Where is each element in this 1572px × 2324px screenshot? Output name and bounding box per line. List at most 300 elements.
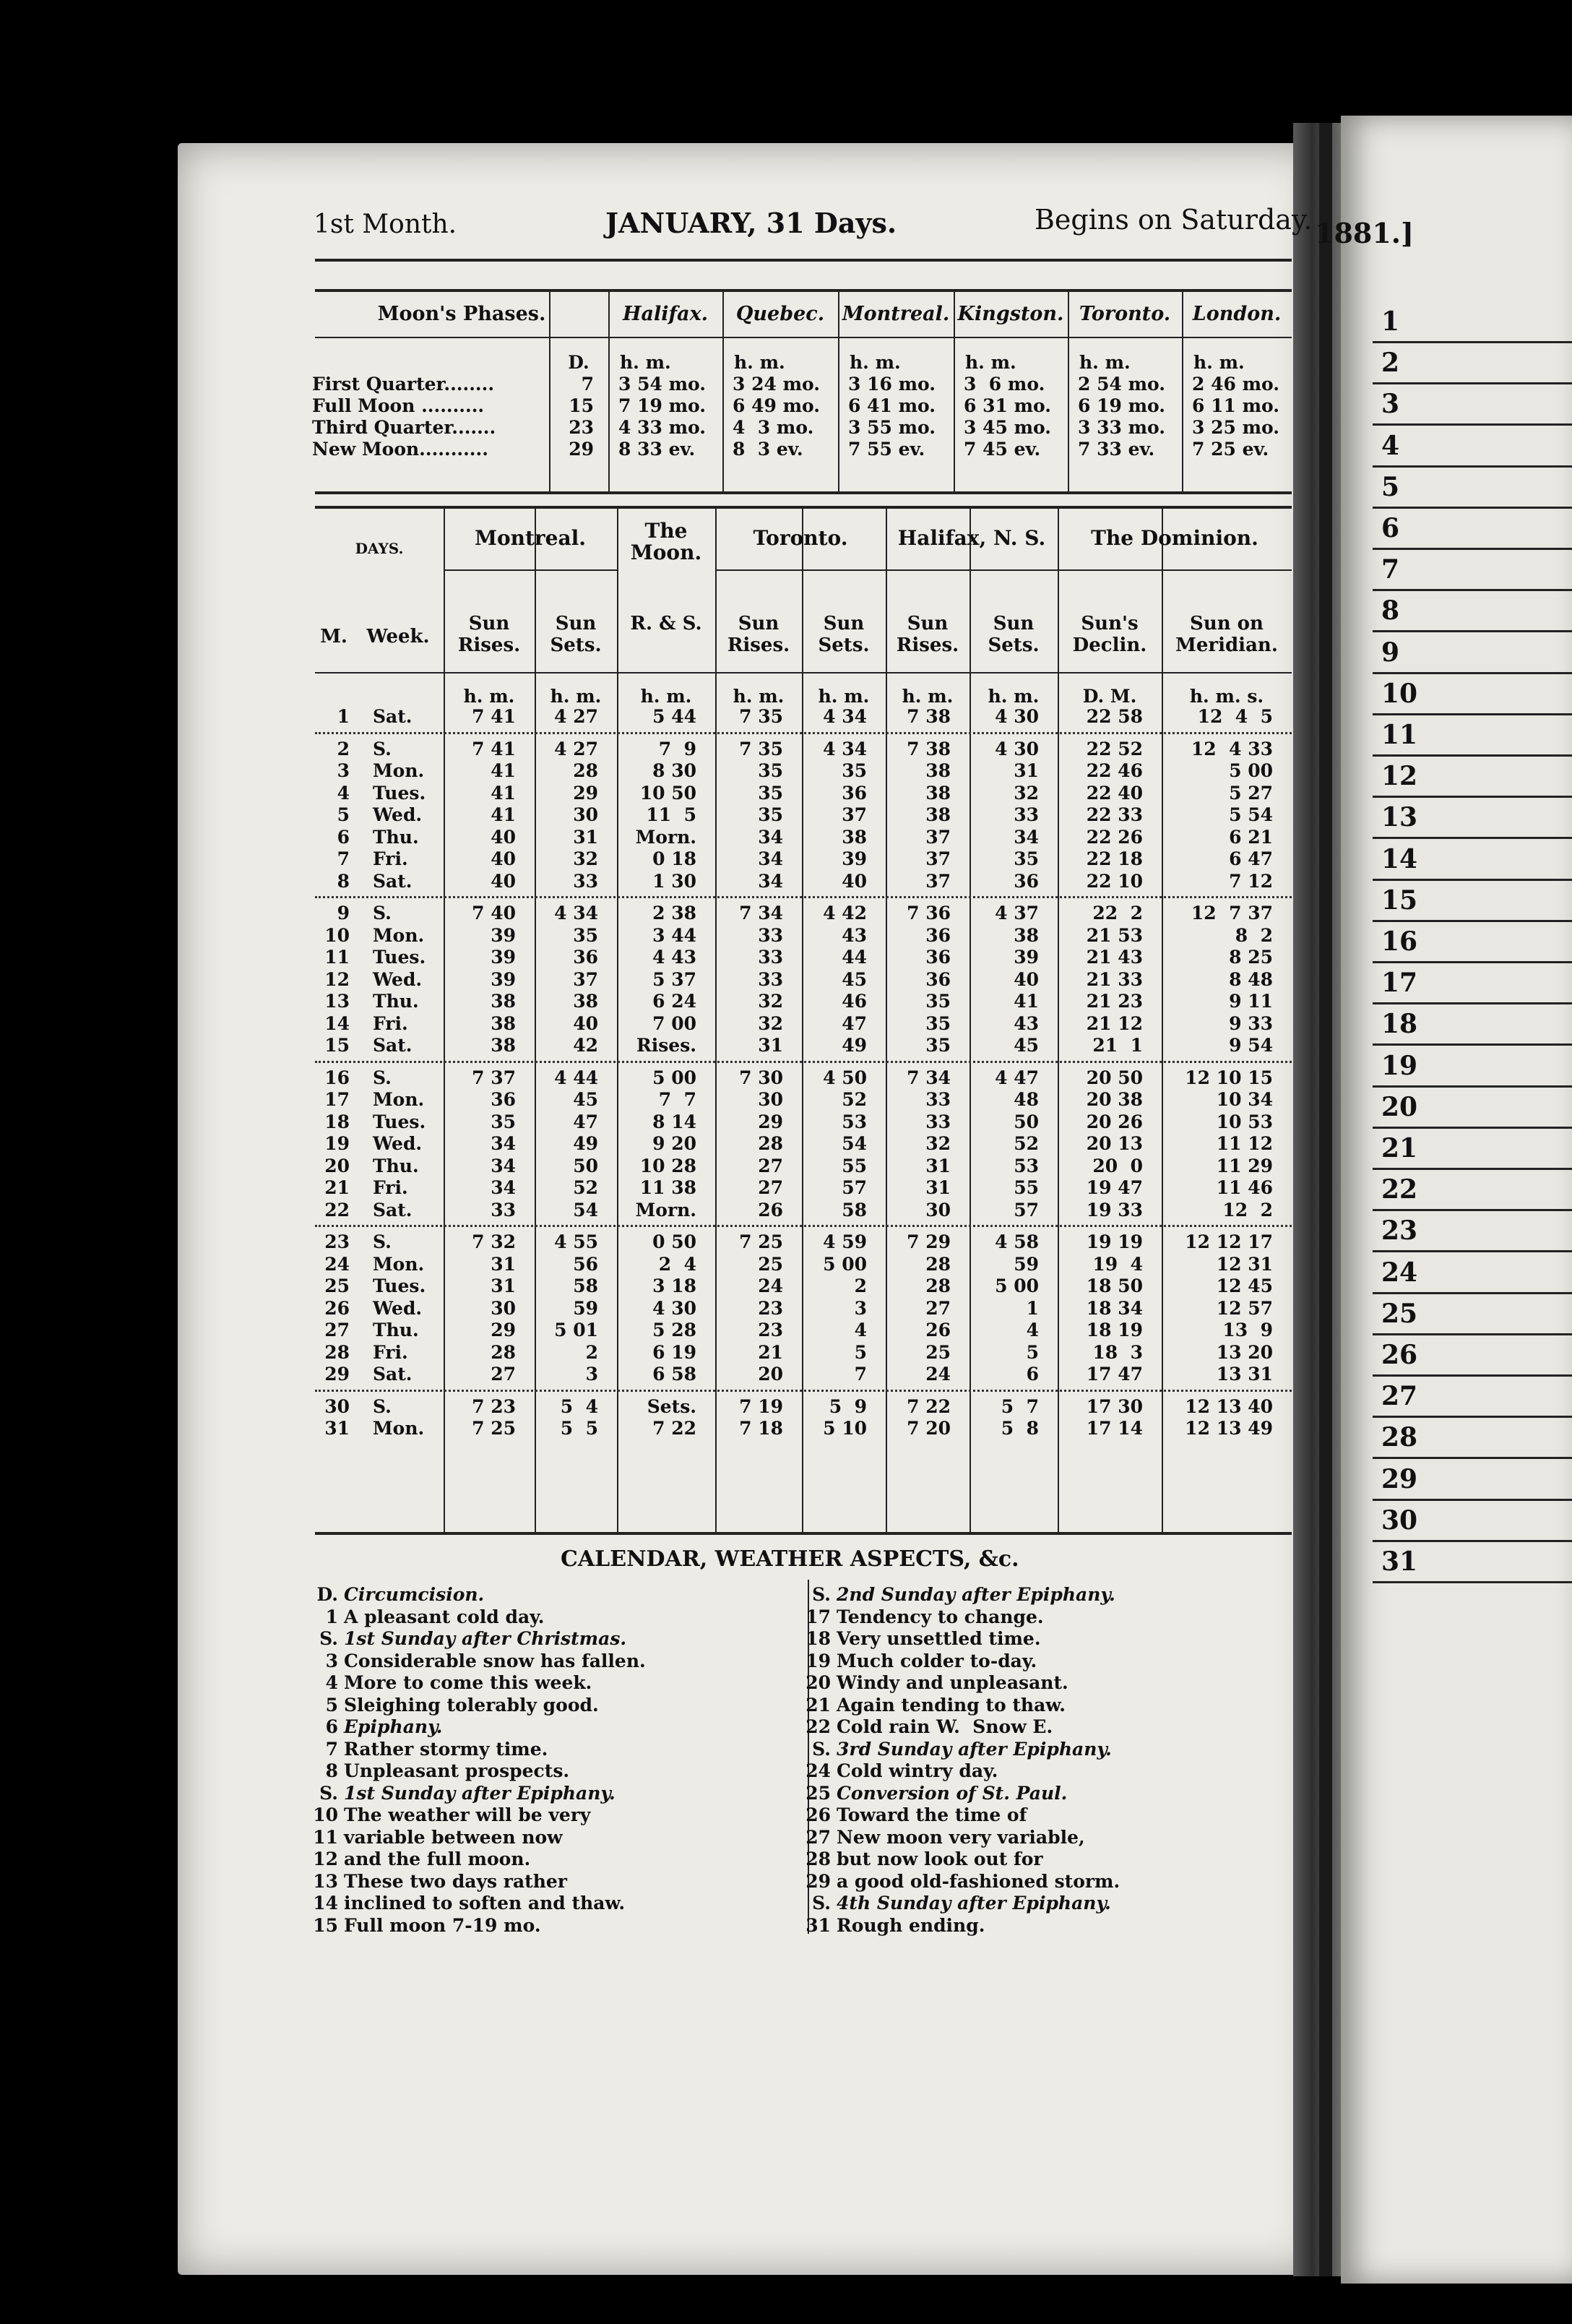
day-26-col-9: 18 34: [1086, 1297, 1143, 1319]
day-1-col-8: 4 30: [995, 706, 1039, 727]
day-16-col-2: 7 37: [472, 1067, 516, 1088]
day-15-col-6: 49: [842, 1035, 867, 1056]
day-25-col-2: 31: [491, 1275, 516, 1296]
main-bottom-rule: [315, 1532, 1292, 1535]
day-7-col-9: 22 18: [1086, 848, 1143, 869]
day-24-col-1: Mon.: [373, 1253, 425, 1275]
margin-rule: [1373, 630, 1572, 632]
margin-rule: [1373, 1374, 1572, 1377]
calendar-entry: New moon very variable,: [837, 1826, 1085, 1848]
day-15-col-0: 15: [324, 1035, 350, 1056]
day-18-col-7: 33: [925, 1111, 951, 1132]
margin-day-number: 18: [1381, 1009, 1418, 1040]
margin-rule: [1373, 837, 1572, 839]
day-21-col-7: 31: [925, 1177, 951, 1198]
day-19-col-5: 28: [758, 1133, 783, 1154]
day-27-col-4: 5 28: [652, 1320, 696, 1340]
day-24-col-7: 28: [925, 1253, 951, 1275]
day-2-col-7: 7 38: [907, 738, 951, 759]
unit-label: D. M.: [1082, 686, 1137, 707]
day-10-col-8: 38: [1014, 924, 1039, 946]
day-19-col-6: 54: [842, 1133, 867, 1154]
calendar-entry: Much colder to-day.: [837, 1650, 1037, 1671]
phases-unit-hm: h. m.: [620, 352, 671, 373]
calendar-entry: Cold rain W. Snow E.: [837, 1716, 1053, 1737]
day-14-col-2: 38: [491, 1012, 516, 1034]
day-18-col-8: 50: [1014, 1111, 1039, 1132]
day-13-col-8: 41: [1014, 991, 1039, 1012]
day-25-col-6: 2: [854, 1275, 867, 1296]
margin-day-number: 5: [1381, 471, 1400, 502]
day-31-col-8: 5 8: [1001, 1418, 1039, 1439]
day-22-col-10: 12 2: [1222, 1199, 1273, 1221]
day-27-col-9: 18 19: [1086, 1320, 1143, 1340]
calendar-entry: 2nd Sunday after Epiphany.: [837, 1584, 1115, 1605]
day-29-col-9: 17 47: [1086, 1364, 1143, 1385]
calendar-entry: and the full moon.: [344, 1849, 531, 1869]
day-28-col-9: 18 3: [1092, 1341, 1143, 1363]
day-30-col-2: 7 23: [472, 1395, 516, 1417]
day-20-col-5: 27: [758, 1155, 783, 1176]
phase-time: 7 45 ev.: [964, 439, 1041, 460]
day-25-col-9: 18 50: [1086, 1275, 1143, 1296]
margin-day-number: 28: [1381, 1422, 1418, 1453]
calendar-entry: Considerable snow has fallen.: [344, 1650, 646, 1671]
margin-day-number: 11: [1381, 720, 1418, 750]
calendar-day-number: S.: [812, 1893, 831, 1914]
day-10-col-3: 35: [573, 924, 598, 946]
day-12-col-7: 36: [925, 968, 951, 990]
day-4-col-7: 38: [925, 782, 951, 804]
day-12-col-8: 40: [1014, 968, 1039, 990]
day-8-col-3: 33: [573, 870, 598, 892]
phases-city-4: Toronto.: [1079, 303, 1171, 325]
phase-time: 6 31 mo.: [964, 395, 1051, 416]
day-10-col-7: 36: [925, 924, 951, 946]
day-27-col-5: 23: [758, 1320, 783, 1340]
calendar-entry: 1st Sunday after Christmas.: [344, 1628, 627, 1649]
day-12-col-6: 45: [842, 968, 867, 990]
day-31-col-4: 7 22: [652, 1418, 696, 1439]
day-31-col-5: 7 18: [739, 1418, 783, 1439]
calendar-entry: Rather stormy time.: [344, 1738, 548, 1760]
margin-day-number: 19: [1381, 1050, 1418, 1081]
phases-unit-hm: h. m.: [734, 352, 785, 373]
day-14-col-10: 9 33: [1229, 1012, 1273, 1034]
day-5-col-1: Wed.: [373, 804, 423, 825]
group-header-2: The Moon.: [630, 519, 702, 564]
calendar-day-number: 15: [313, 1914, 338, 1936]
phase-time: 3 16 mo.: [848, 374, 936, 395]
calendar-entry: More to come this week.: [344, 1672, 592, 1693]
phase-time: 3 24 mo.: [733, 374, 820, 395]
day-2-col-1: S.: [373, 738, 392, 759]
day-8-col-9: 22 10: [1086, 870, 1143, 892]
day-30-col-9: 17 30: [1086, 1395, 1143, 1417]
day-28-col-4: 6 19: [652, 1341, 696, 1363]
col-header-6: Sun Sets.: [818, 613, 870, 656]
unit-label: h. m.: [988, 686, 1040, 707]
day-6-col-9: 22 26: [1086, 826, 1143, 848]
day-5-col-3: 30: [573, 804, 598, 825]
day-22-col-6: 58: [842, 1199, 867, 1221]
unit-label: h. m.: [733, 686, 785, 707]
day-15-col-10: 9 54: [1229, 1035, 1273, 1056]
col-header-7: Sun Rises.: [896, 613, 959, 656]
day-21-col-1: Fri.: [373, 1177, 408, 1198]
day-28-col-5: 21: [758, 1341, 783, 1363]
day-16-col-10: 12 10 15: [1185, 1067, 1273, 1088]
day-28-col-8: 5: [1026, 1341, 1039, 1363]
day-11-col-0: 11: [324, 947, 350, 968]
day-15-col-9: 21 1: [1092, 1035, 1143, 1056]
margin-rule: [1373, 1333, 1572, 1335]
day-2-col-0: 2: [337, 738, 350, 759]
margin-rule: [1373, 796, 1572, 798]
calendar-entry: A pleasant cold day.: [344, 1606, 545, 1627]
calendar-day-number: 6: [325, 1716, 338, 1737]
calendar-day-number: 21: [806, 1694, 831, 1716]
calendar-entry: These two days rather: [344, 1870, 567, 1892]
day-7-col-3: 32: [573, 848, 598, 869]
calendar-day-number: 31: [806, 1914, 831, 1936]
margin-day-number: 3: [1381, 389, 1400, 420]
day-22-col-8: 57: [1014, 1199, 1039, 1221]
day-8-col-2: 40: [491, 870, 516, 892]
day-8-col-7: 37: [925, 870, 951, 892]
day-28-col-3: 2: [585, 1341, 598, 1363]
day-3-col-9: 22 46: [1086, 760, 1143, 781]
day-8-col-0: 8: [337, 870, 350, 892]
day-12-col-9: 21 33: [1086, 968, 1143, 990]
calendar-day-number: 24: [806, 1760, 831, 1781]
day-22-col-3: 54: [573, 1199, 598, 1221]
margin-rule: [1373, 1209, 1572, 1211]
phases-city-5: London.: [1192, 303, 1282, 325]
day-14-col-8: 43: [1014, 1012, 1039, 1034]
day-20-col-6: 55: [842, 1155, 867, 1176]
day-20-col-9: 20 0: [1092, 1155, 1143, 1176]
day-11-col-4: 4 43: [652, 947, 696, 968]
day-27-col-6: 4: [854, 1320, 867, 1340]
day-15-col-8: 45: [1014, 1035, 1039, 1056]
day-9-col-5: 7 34: [739, 903, 783, 924]
day-17-col-10: 10 34: [1216, 1089, 1273, 1110]
margin-rule: [1373, 1043, 1572, 1046]
day-23-col-6: 4 59: [823, 1231, 867, 1252]
day-8-col-1: Sat.: [373, 870, 413, 892]
day-16-col-8: 4 47: [995, 1067, 1039, 1088]
day-27-col-7: 26: [925, 1320, 951, 1340]
margin-day-number: 10: [1381, 678, 1418, 709]
col-header-8: Sun Sets.: [988, 613, 1040, 656]
calendar-entry: 1st Sunday after Epiphany.: [344, 1782, 616, 1804]
day-26-col-4: 4 30: [652, 1297, 696, 1319]
day-22-col-9: 19 33: [1086, 1199, 1143, 1221]
day-1-col-10: 12 4 5: [1197, 706, 1273, 727]
phases-bottom-rule: [315, 491, 1292, 494]
day-4-col-4: 10 50: [639, 782, 696, 804]
facing-page: [1341, 116, 1572, 2284]
day-25-col-10: 12 45: [1216, 1275, 1273, 1296]
day-24-col-9: 19 4: [1092, 1253, 1143, 1275]
day-6-col-6: 38: [842, 826, 867, 848]
day-1-col-5: 7 35: [739, 706, 783, 727]
day-15-col-4: Rises.: [636, 1035, 696, 1056]
day-6-col-7: 37: [925, 826, 951, 848]
margin-day-number: 1: [1381, 306, 1400, 337]
year-edge: 1881.]: [1315, 217, 1414, 249]
day-25-col-1: Tues.: [373, 1275, 426, 1296]
day-21-col-6: 57: [842, 1177, 867, 1198]
group-header-5: The Dominion.: [1091, 526, 1258, 550]
week-dotted-rule: [315, 1225, 1292, 1227]
margin-rule: [1373, 1292, 1572, 1294]
day-28-col-0: 28: [324, 1341, 350, 1363]
calendar-entry: a good old-fashioned storm.: [837, 1870, 1120, 1892]
day-29-col-6: 7: [854, 1364, 867, 1385]
day-3-col-7: 38: [925, 760, 951, 781]
margin-day-number: 20: [1381, 1091, 1418, 1122]
day-23-col-3: 4 55: [554, 1231, 598, 1252]
calendar-day-number: 20: [806, 1672, 831, 1693]
day-22-col-4: Morn.: [635, 1199, 696, 1221]
day-2-col-10: 12 4 33: [1191, 738, 1273, 759]
day-15-col-2: 38: [491, 1035, 516, 1056]
calendar-day-number: 18: [806, 1628, 831, 1649]
col-header-2: Sun Rises.: [457, 613, 521, 656]
day-11-col-6: 44: [842, 947, 867, 968]
calendar-day-number: 26: [806, 1804, 831, 1825]
day-21-col-8: 55: [1014, 1177, 1039, 1198]
day-16-col-6: 4 50: [823, 1067, 867, 1088]
day-7-col-7: 37: [925, 848, 951, 869]
day-31-col-2: 7 25: [472, 1418, 516, 1439]
day-27-col-8: 4: [1026, 1320, 1039, 1340]
day-16-col-5: 7 30: [739, 1067, 783, 1088]
day-7-col-0: 7: [337, 848, 350, 869]
day-12-col-1: Wed.: [373, 968, 423, 990]
phase-name: First Quarter........: [312, 374, 495, 395]
day-25-col-4: 3 18: [652, 1275, 696, 1296]
day-7-col-4: 0 18: [652, 848, 696, 869]
margin-rule: [1373, 713, 1572, 715]
day-7-col-5: 34: [758, 848, 783, 869]
col-header-9: Sun's Declin.: [1072, 613, 1147, 656]
day-9-col-9: 22 2: [1092, 903, 1143, 924]
col-header-10: Sun on Meridian.: [1175, 613, 1278, 656]
day-16-col-9: 20 50: [1086, 1067, 1143, 1088]
calendar-entry: Rough ending.: [837, 1914, 985, 1936]
day-9-col-6: 4 42: [823, 903, 867, 924]
day-19-col-3: 49: [573, 1133, 598, 1154]
day-14-col-4: 7 00: [652, 1012, 696, 1034]
day-26-col-5: 23: [758, 1297, 783, 1319]
margin-day-number: 9: [1381, 637, 1400, 668]
day-14-col-0: 14: [324, 1012, 350, 1034]
day-2-col-9: 22 52: [1086, 738, 1143, 759]
calendar-entry: but now look out for: [837, 1849, 1043, 1869]
day-7-col-8: 35: [1014, 848, 1039, 869]
day-20-col-7: 31: [925, 1155, 951, 1176]
phases-top-rule: [315, 289, 1292, 292]
day-27-col-2: 29: [491, 1320, 516, 1340]
col-header-4: R. & S.: [630, 613, 702, 634]
day-17-col-9: 20 38: [1086, 1089, 1143, 1110]
margin-day-number: 17: [1381, 968, 1418, 999]
phase-time: 7 25 ev.: [1192, 439, 1269, 460]
day-19-col-9: 20 13: [1086, 1133, 1143, 1154]
phases-unit-hm: h. m.: [850, 352, 901, 373]
day-23-col-5: 7 25: [739, 1231, 783, 1252]
phase-time: 6 49 mo.: [733, 395, 820, 416]
day-1-col-2: 7 41: [472, 706, 516, 727]
day-5-col-2: 41: [491, 804, 516, 825]
day-30-col-7: 7 22: [907, 1395, 951, 1417]
phases-city-3: Kingston.: [957, 303, 1064, 325]
margin-day-number: 30: [1381, 1505, 1418, 1536]
phase-time: 3 54 mo.: [618, 374, 706, 395]
phases-title: Moon's Phases.: [377, 303, 546, 325]
day-11-col-2: 39: [491, 947, 516, 968]
unit-label: h. m. s.: [1189, 686, 1264, 707]
day-18-col-10: 10 53: [1216, 1111, 1273, 1132]
day-4-col-1: Tues.: [373, 782, 426, 804]
margin-rule: [1373, 879, 1572, 881]
day-30-col-1: S.: [373, 1395, 392, 1417]
calendar-day-number: 17: [806, 1606, 831, 1627]
day-7-col-1: Fri.: [373, 848, 408, 869]
day-31-col-10: 12 13 49: [1185, 1418, 1273, 1439]
calendar-day-number: 19: [806, 1650, 831, 1671]
day-27-col-10: 13 9: [1222, 1320, 1273, 1340]
day-24-col-6: 5 00: [823, 1253, 867, 1275]
day-18-col-9: 20 26: [1086, 1111, 1143, 1132]
calendar-day-number: 10: [313, 1804, 338, 1825]
calendar-day-number: 13: [313, 1870, 338, 1892]
day-29-col-7: 24: [925, 1364, 951, 1385]
day-23-col-9: 19 19: [1086, 1231, 1143, 1252]
day-7-col-10: 6 47: [1229, 848, 1273, 869]
phase-time: 6 11 mo.: [1192, 395, 1279, 416]
day-11-col-10: 8 25: [1229, 947, 1273, 968]
day-3-col-5: 35: [758, 760, 783, 781]
day-11-col-3: 36: [573, 947, 598, 968]
day-5-col-10: 5 54: [1229, 804, 1273, 825]
day-6-col-3: 31: [573, 826, 598, 848]
day-24-col-8: 59: [1014, 1253, 1039, 1275]
margin-rule: [1373, 1499, 1572, 1501]
day-12-col-10: 8 48: [1229, 968, 1273, 990]
margin-day-number: 13: [1381, 802, 1418, 833]
day-21-col-3: 52: [573, 1177, 598, 1198]
day-6-col-8: 34: [1014, 826, 1039, 848]
day-29-col-8: 6: [1026, 1364, 1039, 1385]
calendar-day-number: D.: [316, 1584, 338, 1605]
day-20-col-1: Thu.: [373, 1155, 419, 1176]
day-1-col-0: 1: [337, 706, 350, 727]
phases-header-rule: [315, 337, 1292, 338]
day-13-col-0: 13: [324, 991, 350, 1012]
calendar-day-number: 11: [313, 1826, 338, 1848]
day-19-col-10: 11 12: [1216, 1133, 1273, 1154]
calendar-day-number: 3: [325, 1650, 338, 1671]
day-29-col-10: 13 31: [1216, 1364, 1273, 1385]
phase-time: 4 33 mo.: [618, 417, 706, 438]
day-11-col-1: Tues.: [373, 947, 426, 968]
day-4-col-5: 35: [758, 782, 783, 804]
day-20-col-3: 50: [573, 1155, 598, 1176]
day-31-col-0: 31: [324, 1418, 350, 1439]
day-12-col-0: 12: [324, 968, 350, 990]
calendar-day-number: 14: [313, 1893, 338, 1914]
day-27-col-1: Thu.: [373, 1320, 419, 1340]
day-12-col-2: 39: [491, 968, 516, 990]
calendar-day-number: 1: [325, 1606, 338, 1627]
day-21-col-2: 34: [491, 1177, 516, 1198]
day-23-col-0: 23: [324, 1231, 350, 1252]
calendar-entry: Epiphany.: [344, 1716, 443, 1737]
day-28-col-10: 13 20: [1216, 1341, 1273, 1363]
day-17-col-6: 52: [842, 1089, 867, 1110]
day-15-col-1: Sat.: [373, 1035, 413, 1056]
calendar-day-number: 27: [806, 1826, 831, 1848]
day-4-col-0: 4: [337, 782, 350, 804]
day-23-col-10: 12 12 17: [1185, 1231, 1273, 1252]
day-3-col-3: 28: [573, 760, 598, 781]
day-20-col-8: 53: [1014, 1155, 1039, 1176]
margin-rule: [1373, 548, 1572, 550]
group-header-0: DAYS.: [355, 540, 404, 557]
day-4-col-2: 41: [491, 782, 516, 804]
day-30-col-6: 5 9: [829, 1395, 867, 1417]
day-22-col-0: 22: [324, 1199, 350, 1221]
phase-time: 2 54 mo.: [1078, 374, 1165, 395]
day-28-col-7: 25: [925, 1341, 951, 1363]
day-4-col-9: 22 40: [1086, 782, 1143, 804]
day-1-col-3: 4 27: [554, 706, 598, 727]
calendar-entry: The weather will be very: [344, 1804, 591, 1825]
margin-day-number: 23: [1381, 1215, 1418, 1247]
phase-time: 8 33 ev.: [618, 439, 696, 460]
day-18-col-2: 35: [491, 1111, 516, 1132]
day-20-col-10: 11 29: [1216, 1155, 1273, 1176]
phases-city-1: Quebec.: [735, 303, 825, 325]
calendar-entry: Windy and unpleasant.: [837, 1672, 1068, 1693]
day-13-col-4: 6 24: [652, 991, 696, 1012]
day-19-col-0: 19: [324, 1133, 350, 1154]
margin-rule: [1373, 1002, 1572, 1004]
col-header-5: Sun Rises.: [727, 613, 790, 656]
day-17-col-7: 33: [925, 1089, 951, 1110]
day-6-col-5: 34: [758, 826, 783, 848]
day-5-col-8: 33: [1014, 804, 1039, 825]
col-header-1: Week.: [366, 626, 430, 647]
phases-city-0: Halifax.: [622, 303, 709, 325]
day-23-col-8: 4 58: [995, 1231, 1039, 1252]
day-24-col-3: 56: [573, 1253, 598, 1275]
day-10-col-10: 8 2: [1235, 924, 1273, 946]
day-26-col-6: 3: [854, 1297, 867, 1319]
day-22-col-1: Sat.: [373, 1199, 413, 1221]
day-5-col-5: 35: [758, 804, 783, 825]
day-17-col-5: 30: [758, 1089, 783, 1110]
calendar-entry: inclined to soften and thaw.: [344, 1893, 626, 1914]
day-27-col-0: 27: [324, 1320, 350, 1340]
day-21-col-4: 11 38: [639, 1177, 696, 1198]
calendar-entry: Conversion of St. Paul.: [837, 1782, 1068, 1804]
margin-day-number: 26: [1381, 1340, 1418, 1370]
